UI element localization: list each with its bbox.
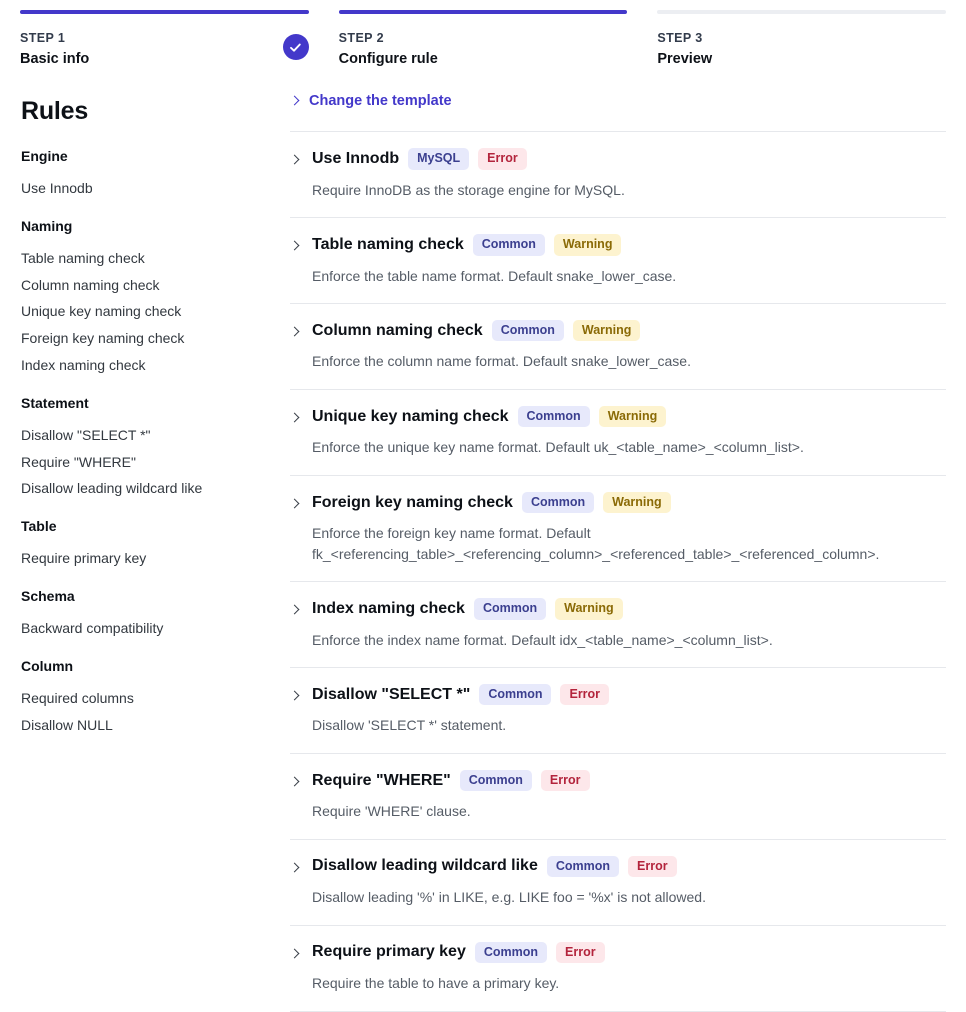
- rule-item: [290, 926, 946, 1012]
- sidebar-group: [21, 658, 270, 739]
- sidebar-group: [21, 148, 270, 202]
- rule-body: [312, 942, 946, 994]
- rule-description: Require InnoDB as the storage engine for MySQL.: [312, 181, 625, 198]
- rule-title[interactable]: Unique key naming check: [312, 407, 509, 425]
- step-title: Configure rule: [338, 51, 438, 67]
- rule-tag-error: Error: [628, 856, 677, 878]
- rule-expand-chevron-icon[interactable]: [290, 942, 300, 964]
- rule-item: [290, 668, 946, 754]
- rule-tag-engine: MySQL: [408, 148, 469, 170]
- rule-description: Enforce the column name format. Default snake_lower_case.: [312, 353, 691, 370]
- rule-tag-error: Error: [560, 684, 609, 706]
- sidebar-item[interactable]: Required columns: [21, 689, 134, 706]
- rule-header: [312, 492, 946, 514]
- rule-body: [312, 148, 946, 200]
- change-template-label: Change the template: [309, 93, 452, 109]
- sidebar-item[interactable]: Index naming check: [21, 356, 146, 373]
- rule-tag-common: Common: [474, 598, 546, 620]
- rule-title[interactable]: Use Innodb: [312, 149, 400, 167]
- rule-expand-chevron-icon[interactable]: [290, 148, 300, 170]
- rule-expand-chevron-icon[interactable]: [290, 856, 300, 878]
- sidebar-group-title: Statement: [21, 394, 89, 411]
- rule-description: Enforce the unique key name format. Default uk_<table_name>_<column_list>.: [312, 439, 804, 456]
- sidebar-item[interactable]: Disallow "SELECT *": [21, 426, 151, 443]
- rule-description: Disallow 'SELECT *' statement.: [312, 717, 507, 734]
- sidebar-item[interactable]: Column naming check: [21, 276, 160, 293]
- rule-body: [312, 856, 946, 908]
- step-title: Basic info: [20, 51, 90, 67]
- rule-header: [312, 234, 946, 256]
- rule-expand-chevron-icon[interactable]: [290, 492, 300, 514]
- rule-expand-chevron-icon[interactable]: [290, 684, 300, 706]
- sidebar-group-title: Engine: [21, 148, 68, 164]
- rule-tag-common: Common: [547, 856, 619, 878]
- wizard-step-3[interactable]: [657, 10, 946, 67]
- step-progress-bar: [339, 10, 628, 14]
- rule-body: [312, 684, 946, 736]
- rule-title[interactable]: Disallow leading wildcard like: [312, 857, 538, 875]
- rule-item: [290, 476, 946, 582]
- sidebar-group-title: Column: [21, 657, 74, 674]
- rule-expand-chevron-icon[interactable]: [290, 770, 300, 792]
- rule-body: [312, 234, 946, 286]
- rule-tag-warning: Warning: [554, 234, 622, 256]
- rule-header: [312, 320, 946, 342]
- rule-tag-common: Common: [518, 406, 590, 428]
- sidebar-group: [21, 588, 270, 642]
- rule-item: [290, 218, 946, 304]
- rule-item: [290, 840, 946, 926]
- sidebar-item[interactable]: Disallow NULL: [21, 716, 113, 733]
- step-progress-bar: [20, 10, 309, 14]
- rule-item: [290, 132, 946, 218]
- rule-body: [312, 770, 946, 822]
- rule-item: [290, 390, 946, 476]
- rule-expand-chevron-icon[interactable]: [290, 320, 300, 342]
- sidebar-group: [21, 518, 270, 572]
- rule-expand-chevron-icon[interactable]: [290, 406, 300, 428]
- rule-item: [290, 754, 946, 840]
- sidebar-item[interactable]: Require primary key: [21, 550, 147, 567]
- page-title: Rules: [21, 97, 89, 125]
- rule-header: [312, 770, 946, 792]
- rule-description: Enforce the index name format. Default idx_<table_name>_<column_list>.: [312, 631, 773, 648]
- rule-title[interactable]: Column naming check: [312, 321, 483, 339]
- rule-tag-common: Common: [475, 942, 547, 964]
- sidebar-group: [21, 395, 270, 502]
- sidebar-item[interactable]: Foreign key naming check: [21, 330, 185, 347]
- rule-tag-common: Common: [473, 234, 545, 256]
- rule-tag-warning: Warning: [555, 598, 623, 620]
- rule-description: Disallow leading '%' in LIKE, e.g. LIKE foo = '%x' is not allowed.: [312, 889, 706, 906]
- rule-header: [312, 598, 946, 620]
- rule-tag-warning: Warning: [573, 320, 641, 342]
- sidebar-item[interactable]: Unique key naming check: [21, 303, 182, 320]
- change-template-button[interactable]: [290, 93, 946, 109]
- sidebar-item[interactable]: Disallow leading wildcard like: [21, 480, 203, 497]
- sidebar-group-title: Table: [21, 518, 57, 535]
- rule-title[interactable]: Table naming check: [312, 235, 464, 253]
- rule-item: [290, 304, 946, 390]
- step-title: Preview: [657, 51, 713, 67]
- rule-body: [312, 406, 946, 458]
- rule-body: [312, 598, 946, 650]
- rule-body: [312, 320, 946, 372]
- rules-list: [290, 131, 946, 1012]
- wizard-step-2[interactable]: [339, 10, 628, 67]
- rule-header: [312, 684, 946, 706]
- step-completed-check-icon: [283, 34, 309, 60]
- rule-expand-chevron-icon[interactable]: [290, 598, 300, 620]
- rule-title[interactable]: Require primary key: [312, 943, 466, 961]
- step-number-label: STEP 1: [20, 31, 66, 45]
- rule-description: Enforce the foreign key name format. Default fk_<referencing_table>_<referencing_column>_<referenced_table>_<referenced_column>.: [312, 525, 880, 562]
- rule-tag-warning: Warning: [603, 492, 671, 514]
- rule-title[interactable]: Require "WHERE": [312, 771, 451, 789]
- rule-title[interactable]: Disallow "SELECT *": [312, 685, 471, 703]
- sidebar-item[interactable]: Table naming check: [21, 249, 145, 266]
- wizard-step-1[interactable]: [20, 10, 309, 67]
- rule-tag-common: Common: [479, 684, 551, 706]
- rule-header: [312, 148, 946, 170]
- rule-tag-common: Common: [522, 492, 594, 514]
- rule-header: [312, 942, 946, 964]
- rule-description: Require the table to have a primary key.: [312, 975, 560, 992]
- rule-tag-warning: Warning: [599, 406, 667, 428]
- sidebar-item[interactable]: Require "WHERE": [21, 453, 136, 470]
- page-layout: [0, 67, 966, 1012]
- sidebar-group-title: Naming: [21, 217, 73, 234]
- rules-main: [290, 67, 966, 1012]
- rule-body: [312, 492, 946, 564]
- chevron-right-icon: [290, 96, 300, 106]
- sidebar-item[interactable]: Use Innodb: [21, 180, 93, 196]
- step-progress-bar: [657, 10, 946, 14]
- step-number-label: STEP 3: [657, 31, 703, 45]
- sidebar-groups: [21, 148, 270, 738]
- rule-tag-error: Error: [556, 942, 605, 964]
- rules-sidebar: [0, 67, 290, 774]
- rule-header: [312, 856, 946, 878]
- rule-tag-common: Common: [460, 770, 532, 792]
- rule-expand-chevron-icon[interactable]: [290, 234, 300, 256]
- rule-title[interactable]: Index naming check: [312, 599, 465, 617]
- rule-item: [290, 582, 946, 668]
- rule-tag-error: Error: [478, 148, 527, 170]
- sidebar-item[interactable]: Backward compatibility: [21, 619, 164, 636]
- sidebar-group: [21, 218, 270, 379]
- rule-description: Require 'WHERE' clause.: [312, 803, 471, 820]
- rule-header: [312, 406, 946, 428]
- rule-description: Enforce the table name format. Default snake_lower_case.: [312, 267, 677, 284]
- rule-title[interactable]: Foreign key naming check: [312, 493, 513, 511]
- step-number-label: STEP 2: [338, 31, 384, 45]
- sidebar-group-title: Schema: [21, 587, 75, 604]
- rule-tag-error: Error: [541, 770, 590, 792]
- rule-tag-common: Common: [492, 320, 564, 342]
- wizard-stepper: [0, 10, 966, 67]
